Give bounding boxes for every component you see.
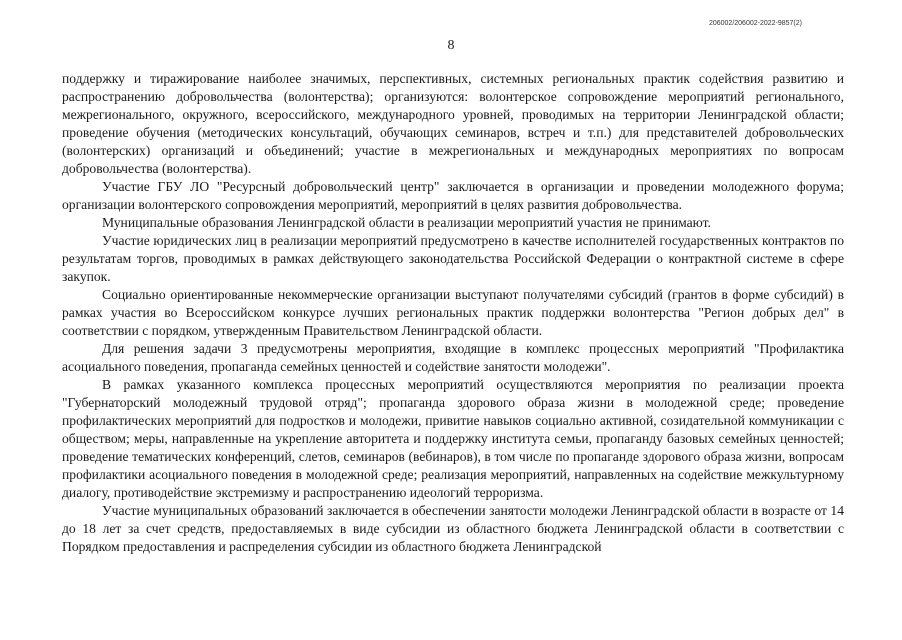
paragraph: В рамках указанного комплекса процессных мероприятий осуществляются мероприятия по реализации проекта "Губернаторский молодежный трудовой отряд"; пропаганда здорового образа жизни в молодежной среде; проведение профилактических мероприятий для подростков и молодежи, привитие навыков социально активной, созидательной коммуникации с обществом; меры, направленные на укрепление авторитета и поддержку института семьи, пропаганду базовых семейных ценностей; проведение тематических конференций, слетов, семинаров (вебинаров), в том числе по пропаганде здорового образа жизни, вопросам профилактики асоциального поведения в молодежной среде; реализация мероприятий, направленных на содействие межкультурному диалогу, противодействие экстремизму и распространению идеологий терроризма. [62, 377, 844, 500]
document-body [62, 70, 844, 556]
paragraph: Муниципальные образования Ленинградской области в реализации мероприятий участия не принимают. [102, 215, 711, 230]
document-id: 206002/206002-2022-9857(2) [708, 20, 802, 27]
page-number: 8 [447, 38, 455, 53]
paragraph: Участие ГБУ ЛО "Ресурсный добровольческий центр" заключается в организации и проведении молодежного форума; организации волонтерского сопровождения мероприятий, мероприятий в целях развития добровольчества. [62, 179, 844, 212]
paragraph: Для решения задачи 3 предусмотрены мероприятия, входящие в комплекс процессных мероприятий "Профилактика асоциального поведения, пропаганда семейных ценностей и содействие занятости молодежи". [62, 341, 844, 374]
paragraph: Участие юридических лиц в реализации мероприятий предусмотрено в качестве исполнителей государственных контрактов по результатам торгов, проводимых в рамках действующего законодательства Российской Федерации о контрактной системе в сфере закупок. [62, 233, 844, 284]
paragraph: Социально ориентированные некоммерческие организации выступают получателями субсидий (грантов в форме субсидий) в рамках участия во Всероссийском конкурсе лучших региональных практик поддержки волонтерства "Регион добрых дел" в соответствии с порядком, утвержденным Правительством Ленинградской области. [62, 287, 844, 338]
paragraph-continuation: поддержку и тиражирование наиболее значимых, перспективных, системных региональных практик содействия развитию и распространению добровольчества (волонтерства); организуются: волонтерское сопровождение мероприятий регионального, межрегионального, окружного, всероссийского, международного уровней, проводимых на территории Ленинградской области; проведение обучения (методических консультаций, обучающих семинаров, встреч и т.п.) для представителей добровольческих (волонтерских) организаций и объединений; участие в межрегиональных и международных мероприятиях по вопросам добровольчества (волонтерства). [62, 71, 844, 176]
paragraph: Участие муниципальных образований заключается в обеспечении занятости молодежи Ленинградской области в возрасте от 14 до 18 лет за счет средств, предоставляемых в виде субсидии из областного бюджета Ленинградской области в соответствии с Порядком предоставления и распределения субсидии из областного бюджета Ленинградской [62, 503, 844, 554]
